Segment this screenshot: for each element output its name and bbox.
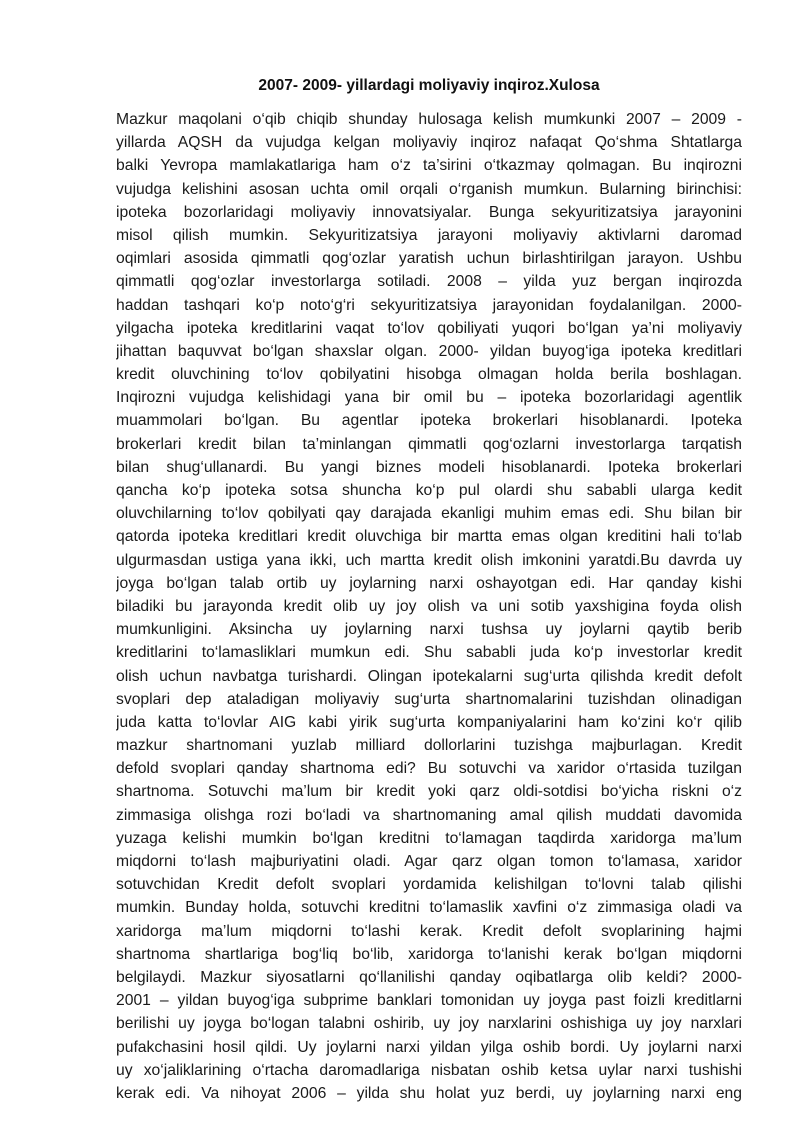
body-line: joyga bo‘lgan talab ortib uy joylarning narxi oshayotgan edi. Har qanday kishi [116,574,742,592]
body-line: yuzaga kelishi mumkin bo‘lgan kreditni to‘lamagan taqdirda xaridorga ma’lum [116,829,742,847]
body-line: brokerlari kredit bilan ta’minlangan qimmatli qog‘ozlarni investorlarga tarqatish [116,435,742,453]
body-line: vujudga kelishini asosan uchta omil orqali o‘rganish mumkun. Bularning birinchisi: [116,180,742,198]
body-line: oluvchilarning to‘lov qobilyati qay darajada ekanligi muhim emas edi. Shu bilan bir [116,505,742,523]
body-line: berilishi uy joyga bo‘logan talabni oshirib, uy joy narxlarini oshishiga uy joy narxlari [116,1015,742,1033]
body-line: Inqirozni vujudga kelishidagi yana bir omil bu – ipoteka bozorlaridagi agentlik [116,389,742,407]
body-line: zimmasiga olishga rozi bo‘ladi va shartnomaning amal qilish muddati davomida [116,806,742,824]
body-line: 2001 – yildan buyog‘iga subprime banklari tomonidan uy joyga past foizli kreditlarni [116,992,742,1010]
body-line: mazkur shartnomani yuzlab milliard dollorlarini tuzishga majburlagan. Kredit [116,737,742,755]
body-line: kerak edi. Va nihoyat 2006 – yilda shu holat yuz berdi, uy joylarning narxi eng [116,1084,742,1102]
body-line: mumkunligini. Aksincha uy joylarning narxi tushsa uy joylarni qaytib berib [116,621,742,639]
body-line: mumkin. Bunday holda, sotuvchi kreditni to‘lamaslik xavfini o‘z zimmasiga oladi va [116,899,742,917]
body-line: pufakchasini hosil qildi. Uy joylarni narxi yildan yilga oshib bordi. Uy joylarni narxi [116,1038,742,1056]
document-title: 2007- 2009- yillardagi moliyaviy inqiroz.Xulosa [258,77,600,94]
body-line: xaridorga ma’lum miqdorni to‘lashi kerak. Kredit defolt svoplarining hajmi [116,922,742,940]
body-line: jihattan baquvvat bo‘lgan shaxslar olgan. 2000- yildan buyog‘iga ipoteka kreditlari [116,342,742,360]
body-line: muammolari bo‘lgan. Bu agentlar ipoteka brokerlari hisoblanardi. Ipoteka [116,412,742,430]
body-line: juda katta to‘lovlar AIG kabi yirik sug‘urta kompaniyalarini ham ko‘zini ko‘r qilib [116,713,742,731]
body-line: belgilaydi. Mazkur siyosatlarni qo‘llanilishi qanday oqibatlarga olib keldi? 2000- [116,968,742,986]
body-line: bilan shug‘ullanardi. Bu yangi biznes modeli hisoblanardi. Ipoteka brokerlari [116,458,742,476]
body-line: yilgacha ipoteka kreditlarini vaqat to‘lov qobiliyati yuqori bo‘lgan ya’ni moliyaviy [116,319,742,337]
body-line: qancha ko‘p ipoteka sotsa shuncha ko‘p pul olardi shu sababli ularga kedit [116,482,742,499]
body-line: olish uchun navbatga turishardi. Olingan ipotekalarni sug‘urta qilishda kredit defolt [116,667,742,685]
body-line: defold svoplari qanday shartnoma edi? Bu sotuvchi va xaridor o‘rtasida tuzilgan [116,760,742,778]
body-line: oqimlari asosida qimmatli qog‘ozlar yaratish uchun birlashtirilgan jarayon. Ushbu [116,250,742,268]
body-line: svoplari dep ataladigan moliyaviy sug‘urta shartnomalarini tuzishdan olinadigan [116,690,742,708]
body-line: haddan tashqari ko‘p noto‘g‘ri sekyuritizatsiya jarayonidan foydalanilgan. 2000- [116,296,742,314]
body-line: biladiki bu jarayonda kredit olib uy joy olish va uni sotib yaxshigina foyda olish [116,597,742,615]
body-line: kreditlarini to‘lamasliklari mumkun edi. Shu sababli juda ko‘p investorlar kredit [116,644,742,662]
document-body [116,108,742,1105]
body-line: qimmatli qog‘ozlar investorlarga sotiladi. 2008 – yilda yuz bergan inqirozda [116,273,742,291]
body-line: sotuvchidan Kredit defolt svoplari yordamida kelishilgan to‘lovni talab qilishi [116,876,742,894]
body-line: shartnoma. Sotuvchi ma’lum bir kredit yoki qarz oldi-sotdisi bo‘yicha riskni o‘z [116,783,742,801]
body-line: qatorda ipoteka kreditlari kredit oluvchiga bir martta emas olgan kreditini hali to‘lab [116,528,742,546]
body-line: balki Yevropa mamlakatlariga ham o‘z ta’sirini o‘tkazmay qolmagan. Bu inqirozni [116,157,742,175]
body-line: uy xo‘jaliklarining o‘rtacha daromadlariga nisbatan oshib ketsa uylar narxi tushishi [116,1061,742,1079]
body-line: misol qilish mumkin. Sekyuritizatsiya jarayoni moliyaviy aktivlarni daromad [116,226,742,244]
body-line: ulgurmasdan ustiga yana ikki, uch martta kredit olish imkonini yaratdi.Bu davrda uy [116,551,742,569]
body-line: ipoteka bozorlaridagi moliyaviy innovatsiyalar. Bunga sekyuritizatsiya jarayonini [116,203,742,221]
body-line: kredit oluvchining to‘lov qobilyatini hisobga olmagan holda berila boshlagan. [116,366,742,384]
body-line: yillarda AQSH da vujudga kelgan moliyaviy inqiroz nafaqat Qo‘shma Shtatlarga [116,134,742,152]
body-line: shartnoma shartlariga bog‘liq bo‘lib, xaridorga to‘lanishi kerak bo‘lgan miqdorni [116,945,742,963]
body-line: miqdorni to‘lash majburiyatini oladi. Agar qarz olgan tomon to‘lamasa, xaridor [116,853,742,870]
body-line: Mazkur maqolani o‘qib chiqib shunday hulosaga kelish mumkunki 2007 – 2009 - [116,111,742,128]
